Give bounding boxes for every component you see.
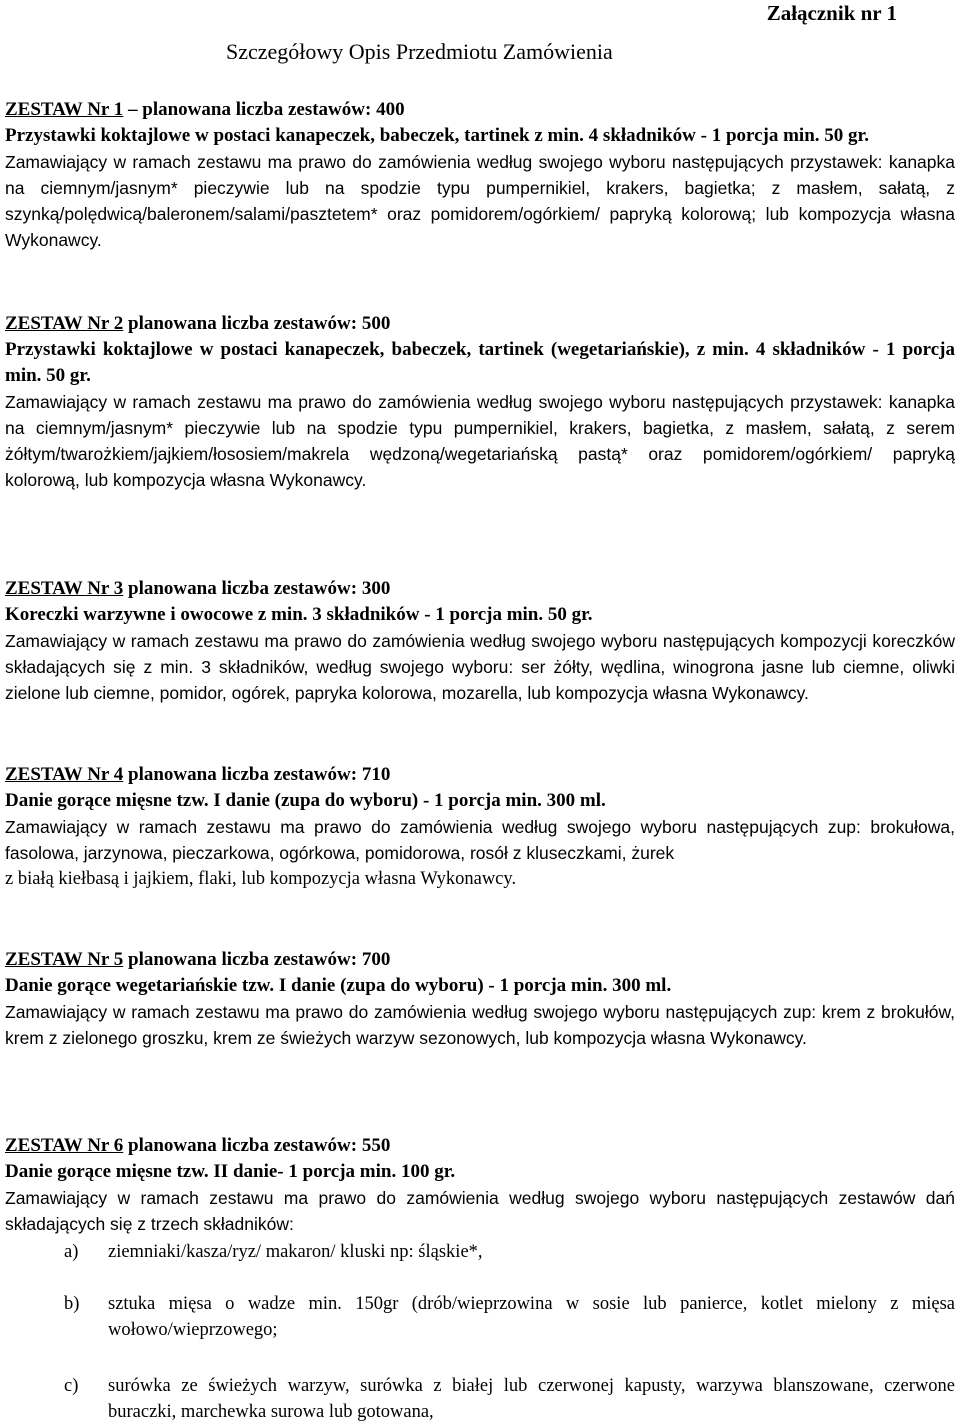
set-2-heading (5, 311, 955, 337)
set-3-heading-prefix: ZESTAW Nr 3 (5, 578, 124, 599)
set-4 (5, 762, 955, 892)
list-item-label: b) (64, 1294, 80, 1314)
set-4-heading (5, 762, 955, 788)
set-4-intro: Zamawiający w ramach zestawu ma prawo do zamówienia według swojego wyboru następujących zup: brokułowa, fasolowa, jarzynowa, pieczarkowa, ogórkowa, pomidorowa, rosół z kluseczkami, żurek (5, 817, 955, 863)
set-2 (5, 311, 955, 493)
document-title: Szczegółowy Opis Przedmiotu Zamówienia (226, 39, 613, 64)
set-1 (5, 97, 955, 253)
list-item-label: c) (64, 1376, 79, 1396)
set-1-subtitle: Przystawki koktajlowe w postaci kanapeczek, babeczek, tartinek z min. 4 składników - 1 porcja min. 50 gr. (5, 125, 869, 146)
set-6 (5, 1133, 955, 1237)
set-2-heading-prefix: ZESTAW Nr 2 (5, 313, 124, 334)
set-6-subtitle: Danie gorące mięsne tzw. II danie- 1 porcja min. 100 gr. (5, 1161, 456, 1182)
list-item-text: ziemniaki/kasza/ryz/ makaron/ kluski np: śląskie*, (108, 1242, 483, 1262)
set-4-subtitle: Danie gorące mięsne tzw. I danie (zupa do wyboru) - 1 porcja min. 300 ml. (5, 790, 606, 811)
list-item-label: a) (64, 1242, 79, 1262)
list-item-text: sztuka mięsa o wadze min. 150gr (drób/wieprzowina w sosie lub panierce, kotlet mielony z mięsa wołowo/wieprzowego; (108, 1294, 955, 1340)
set-1-heading-rest: – planowana liczba zestawów: 400 (123, 99, 405, 120)
set-6-heading-prefix: ZESTAW Nr 6 (5, 1135, 124, 1156)
set-6-intro: Zamawiający w ramach zestawu ma prawo do zamówienia według swojego wyboru następujących zestawów dań składających się z trzech składników: (5, 1188, 955, 1234)
annex-label: Załącznik nr 1 (766, 1, 897, 25)
set-5-intro: Zamawiający w ramach zestawu ma prawo do zamówienia według swojego wyboru następujących zup: krem z brokułów, krem z zielonego groszku, krem ze świeżych warzyw sezonowych, lub kompozycja własna Wykonawcy. (5, 1002, 955, 1048)
set-3-intro: Zamawiający w ramach zestawu ma prawo do zamówienia według swojego wyboru następujących kompozycji koreczków składających się z min. 3 składników, według swojego wyboru: ser żółty, wędlina, winogrona jasne lub ciemne, oliwki zielone lub ciemne, pomidor, ogórek, papryka kolorowa, mozarella, lub kompozycja własna Wykonawcy. (5, 631, 955, 703)
set-5-heading (5, 947, 955, 973)
set-2-heading-rest: planowana liczba zestawów: 500 (123, 313, 391, 334)
set-3-subtitle: Koreczki warzywne i owocowe z min. 3 składników - 1 porcja min. 50 gr. (5, 604, 593, 625)
set-5-heading-rest: planowana liczba zestawów: 700 (123, 949, 391, 970)
list-item-text: surówka ze świeżych warzyw, surówka z białej lub czerwonej kapusty, warzywa blanszowane, czerwone buraczki, marchewka surowa lub gotowana, (108, 1376, 955, 1422)
set-2-subtitle: Przystawki koktajlowe w postaci kanapeczek, babeczek, tartinek (wegetariańskie), z min. 4 składników - 1 porcja min. 50 gr. (5, 339, 955, 386)
set-5-heading-prefix: ZESTAW Nr 5 (5, 949, 124, 970)
set-4-extra: z białą kiełbasą i jajkiem, flaki, lub kompozycja własna Wykonawcy. (5, 869, 517, 889)
set-1-heading-prefix: ZESTAW Nr 1 (5, 99, 124, 120)
set-6-heading (5, 1133, 955, 1159)
set-3 (5, 576, 955, 706)
set-1-heading (5, 97, 955, 123)
set-1-intro: Zamawiający w ramach zestawu ma prawo do zamówienia według swojego wyboru następujących przystawek: kanapka na ciemnym/jasnym* pieczywie lub na spodzie typu pumpernikiel, krakers, bagietka; z masłem, sałatą, z szynką/polędwicą/baleronem/salami/pasztetem* oraz pomidorem/ogórkiem/ papryką kolorową; lub kompozycja własna Wykonawcy. (5, 152, 955, 250)
set-4-heading-prefix: ZESTAW Nr 4 (5, 764, 124, 785)
set-3-heading (5, 576, 955, 602)
set-3-heading-rest: planowana liczba zestawów: 300 (123, 578, 391, 599)
set-5-subtitle: Danie gorące wegetariańskie tzw. I danie (zupa do wyboru) - 1 porcja min. 300 ml. (5, 975, 672, 996)
set-5 (5, 947, 955, 1051)
set-2-intro: Zamawiający w ramach zestawu ma prawo do zamówienia według swojego wyboru następujących przystawek: kanapka na ciemnym/jasnym* pieczywie lub na spodzie typu pumpernikiel, krakers, bagietka, z masłem, sałatą, z serem żółtym/twarożkiem/jajkiem/łososiem/makrela wędzoną/wegetariańską pastą* oraz pomidorem/ogórkiem/ papryką kolorową, lub kompozycja własna Wykonawcy. (5, 392, 955, 490)
set-6-heading-rest: planowana liczba zestawów: 550 (123, 1135, 391, 1156)
set-4-heading-rest: planowana liczba zestawów: 710 (123, 764, 391, 785)
